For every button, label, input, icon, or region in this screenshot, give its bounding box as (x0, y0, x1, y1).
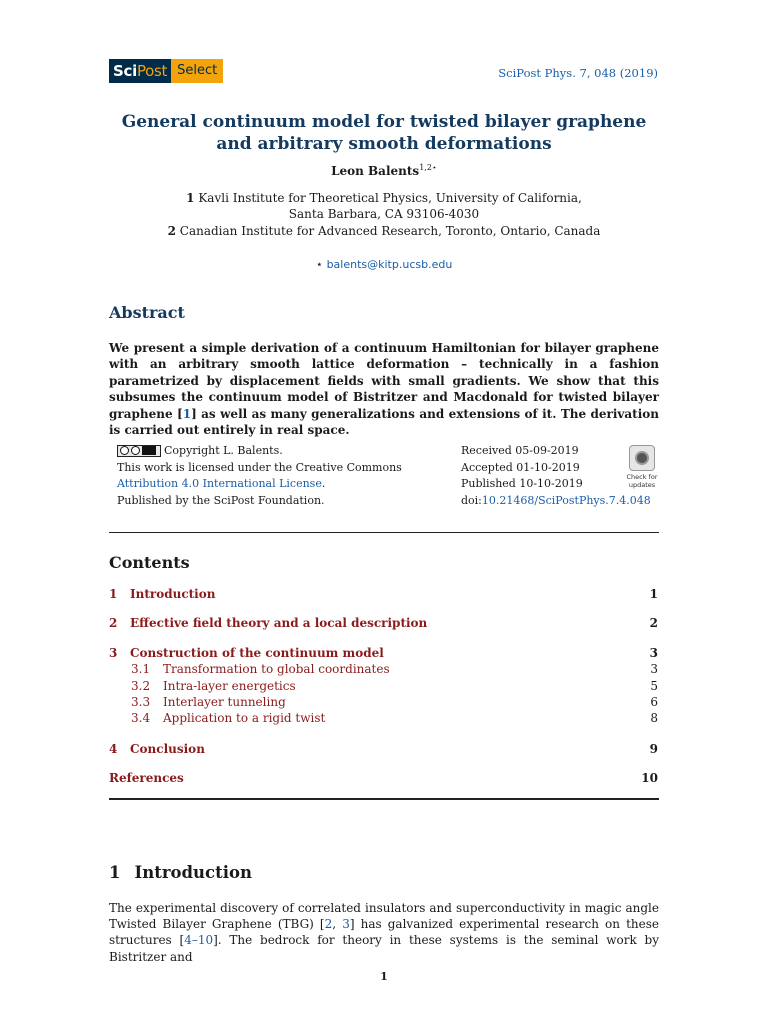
check-for-updates-button[interactable]: Check for updates (625, 445, 659, 489)
abstract-text: We present a simple derivation of a continuum Hamiltonian for bilayer graphene with an arbitrary smooth lattice deformation – technically in a fashion parametrized by displacement fields with small gradients. We show that this subsumes the continuum model of Bistritzer and Macdonald for twisted bilayer graphene [1] as well as many generalizations and extensions of it. The derivation is carried out entirely in real space. (109, 341, 660, 438)
citation-link[interactable]: 4–10 (184, 933, 214, 948)
divider (109, 532, 659, 533)
license-text: This work is licensed under the Creative Commons (117, 460, 402, 474)
section-heading (109, 863, 252, 882)
received-date: Received 05-09-2019 (461, 444, 579, 457)
toc-item-3-4[interactable]: 3.4 Application to a rigid twist 8 (131, 711, 658, 725)
dates-block: Received 05-09-2019 Accepted 01-10-2019 Published 10-10-2019 doi:10.21468/SciPostPhys.7.4.048 (461, 444, 651, 507)
logo-select: Select (171, 59, 223, 83)
star-icon: ⋆ (315, 257, 323, 271)
title-line-2: and arbitrary smooth deformations (216, 134, 552, 154)
section-number: 1 (109, 863, 121, 882)
toc-item-conclusion[interactable]: 4 Conclusion 9 (109, 742, 658, 756)
affiliation-1 (109, 190, 659, 222)
citation-link[interactable]: 3 (342, 917, 350, 932)
affiliation-1-line1: Kavli Institute for Theoretical Physics, University of California, (198, 191, 582, 205)
toc-item-3-2[interactable]: 3.2 Intra-layer energetics 5 (131, 679, 658, 693)
accepted-date: Accepted 01-10-2019 (461, 460, 580, 474)
publisher-text: Published by the SciPost Foundation. (117, 493, 325, 507)
paper-title (109, 111, 659, 155)
page-number: 1 (380, 970, 388, 983)
published-date: Published 10-10-2019 (461, 477, 583, 490)
abstract-heading: Abstract (109, 303, 185, 322)
affiliation-1-num: 1 (186, 191, 195, 205)
body-paragraph: The experimental discovery of correlated insulators and superconductivity in magic angle Twisted Bilayer Graphene (TBG) [2, 3] has galvanized experimental research on these structures [4–10]. The bedrock for theory in these systems is the seminal work by Bistritzer and (109, 901, 659, 964)
contents-bottom-rule (109, 798, 659, 800)
toc-item-effective-field-theory[interactable]: 2 Effective field theory and a local description 2 (109, 616, 658, 630)
toc-item-references[interactable]: References 10 (109, 771, 658, 785)
logo-scipost: SciPost (109, 59, 171, 83)
abstract-citation-link[interactable]: 1 (182, 406, 192, 421)
citation-link[interactable]: 2 (324, 917, 333, 932)
toc-item-3-1[interactable]: 3.1 Transformation to global coordinates 3 (131, 662, 658, 676)
doi-link[interactable]: 10.21468/SciPostPhys.7.4.048 (481, 493, 651, 507)
section-title: Introduction (134, 863, 252, 882)
affiliation-2-num: 2 (167, 224, 176, 238)
affiliation-2 (109, 223, 659, 239)
author-affil-marks: 1,2⋆ (419, 163, 437, 172)
journal-reference[interactable]: SciPost Phys. 7, 048 (2019) (498, 66, 658, 80)
toc-item-construction[interactable]: 3 Construction of the continuum model 3 (109, 646, 658, 660)
cc-by-icon[interactable] (117, 445, 161, 457)
toc-item-3-3[interactable]: 3.3 Interlayer tunneling 6 (131, 695, 658, 709)
toc-item-introduction[interactable]: 1 Introduction 1 (109, 587, 658, 601)
affiliation-2-line1: Canadian Institute for Advanced Research, Toronto, Ontario, Canada (179, 224, 601, 238)
contents-heading: Contents (109, 553, 190, 572)
scipost-logo (109, 59, 223, 83)
license-block: Copyright L. Balents. This work is licensed under the Creative Commons Attribution 4.0 International License. Published by the SciPost Foundation. (117, 443, 437, 509)
corresponding-email (109, 257, 659, 271)
title-line-1: General continuum model for twisted bilayer graphene (121, 112, 647, 132)
affiliation-1-line2: Santa Barbara, CA 93106-4030 (288, 207, 480, 221)
author (109, 163, 659, 178)
license-link[interactable]: Attribution 4.0 International License (117, 477, 322, 490)
check-updates-icon (629, 445, 655, 471)
author-name: Leon Balents (331, 164, 420, 178)
email-link[interactable]: balents@kitp.ucsb.edu (326, 258, 453, 271)
copyright-text: Copyright L. Balents. (164, 444, 283, 457)
